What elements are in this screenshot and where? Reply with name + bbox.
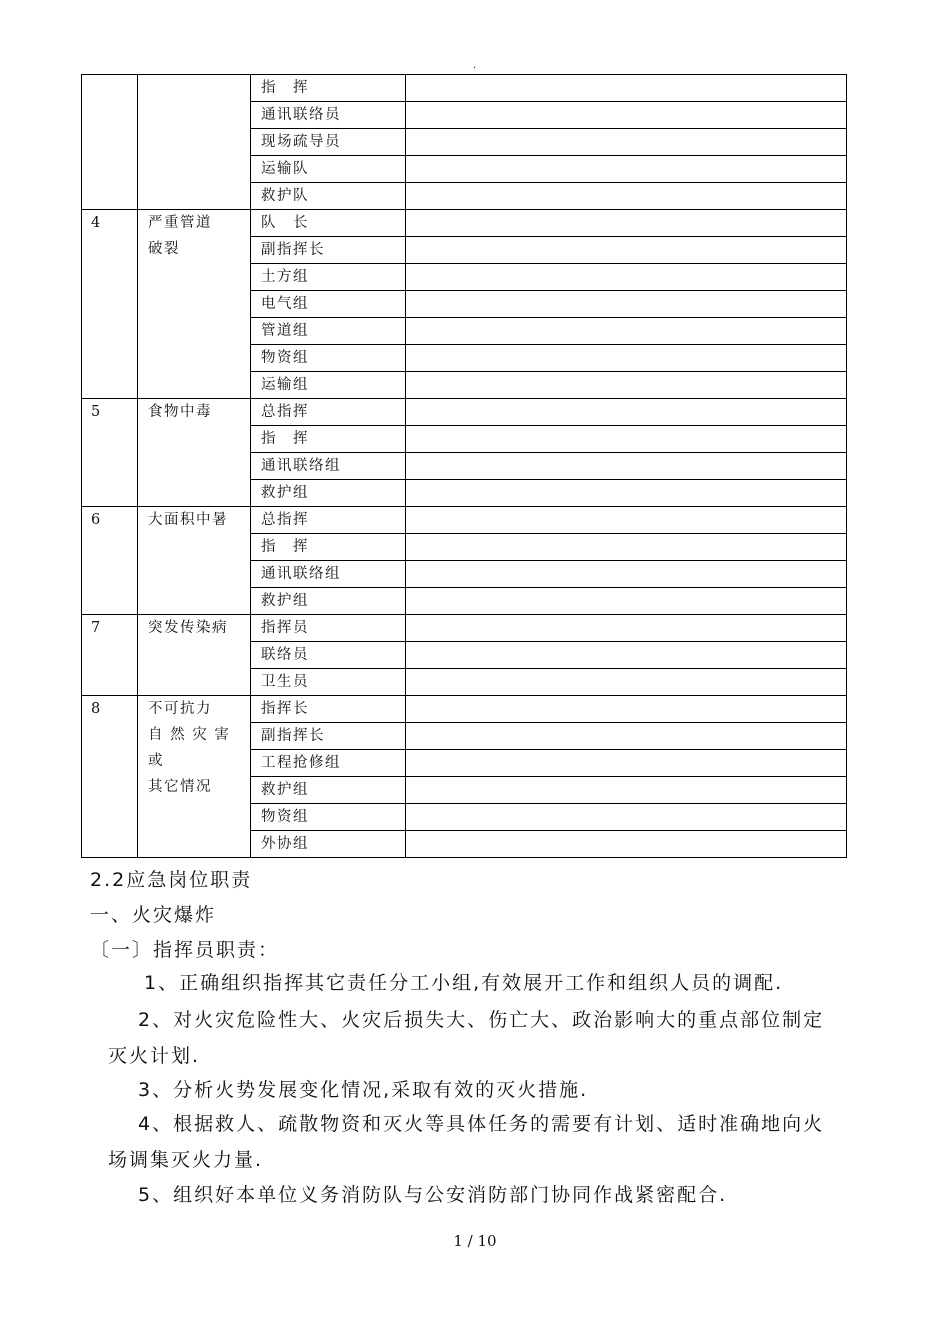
name-cell-empty [406, 426, 847, 453]
table-row [82, 210, 847, 237]
sub-subsection-title: 〔一〕指挥员职责： [90, 939, 280, 961]
category-line: 严重管道 [148, 215, 212, 231]
role-cell: 卫生员 [251, 669, 406, 696]
name-cell-empty [406, 534, 847, 561]
name-cell-empty [406, 561, 847, 588]
duty-item-continuation: 场调集灭火力量. [108, 1149, 264, 1171]
name-cell-empty [406, 831, 847, 858]
role-cell: 总指挥 [251, 399, 406, 426]
name-cell-empty [406, 156, 847, 183]
duty-item: 4、根据救人、疏散物资和灭火等具体任务的需要有计划、适时准确地向火 [138, 1113, 825, 1135]
row-number-cell: 6 [82, 507, 138, 615]
header-mark: . [473, 60, 477, 71]
name-cell-empty [406, 588, 847, 615]
name-cell-empty [406, 318, 847, 345]
role-cell: 队 长 [251, 210, 406, 237]
name-cell-empty [406, 453, 847, 480]
duty-item-continuation: 灭火计划. [108, 1045, 201, 1067]
name-cell-empty [406, 669, 847, 696]
role-cell: 运输组 [251, 372, 406, 399]
role-cell: 现场疏导员 [251, 129, 406, 156]
role-cell: 工程抢修组 [251, 750, 406, 777]
name-cell-empty [406, 264, 847, 291]
category-cell: 大面积中暑 [138, 507, 251, 615]
role-cell: 总指挥 [251, 507, 406, 534]
role-cell: 运输队 [251, 156, 406, 183]
page-number: 1 / 10 [453, 1232, 497, 1250]
role-cell: 救护组 [251, 588, 406, 615]
name-cell-empty [406, 210, 847, 237]
emergency-roster-table [81, 74, 847, 858]
name-cell-empty [406, 615, 847, 642]
role-cell: 联络员 [251, 642, 406, 669]
role-cell: 指挥长 [251, 696, 406, 723]
role-cell: 物资组 [251, 345, 406, 372]
role-cell: 电气组 [251, 291, 406, 318]
name-cell-empty [406, 237, 847, 264]
table-row [82, 696, 847, 723]
name-cell-empty [406, 372, 847, 399]
name-cell-empty [406, 696, 847, 723]
role-cell: 通讯联络员 [251, 102, 406, 129]
table-row [82, 399, 847, 426]
category-line: 不可抗力 [148, 701, 212, 717]
role-cell: 土方组 [251, 264, 406, 291]
duty-item: 3、分析火势发展变化情况,采取有效的灭火措施. [138, 1079, 589, 1101]
role-cell: 救护组 [251, 480, 406, 507]
subsection-title: 一、火灾爆炸 [90, 904, 217, 926]
role-cell: 外协组 [251, 831, 406, 858]
name-cell-empty [406, 507, 847, 534]
category-cell: 食物中毒 [138, 399, 251, 507]
name-cell-empty [406, 750, 847, 777]
table-row [82, 75, 847, 102]
category-cell [138, 696, 251, 858]
duty-item: 5、组织好本单位义务消防队与公安消防部门协同作战紧密配合. [138, 1184, 728, 1206]
role-cell: 通讯联络组 [251, 561, 406, 588]
name-cell-empty [406, 399, 847, 426]
role-cell: 指 挥 [251, 426, 406, 453]
name-cell-empty [406, 75, 847, 102]
section-title: 2.2应急岗位职责 [90, 869, 253, 891]
category-line: 自 然 灾 害 或 [148, 727, 231, 769]
row-number-cell: 8 [82, 696, 138, 858]
name-cell-empty [406, 102, 847, 129]
category-cell: 突发传染病 [138, 615, 251, 696]
role-cell: 救护组 [251, 777, 406, 804]
duty-item: 2、对火灾危险性大、火灾后损失大、伤亡大、政治影响大的重点部位制定 [138, 1009, 825, 1031]
category-line: 破裂 [148, 241, 180, 257]
role-cell: 副指挥长 [251, 723, 406, 750]
row-number-cell: 5 [82, 399, 138, 507]
name-cell-empty [406, 480, 847, 507]
name-cell-empty [406, 777, 847, 804]
roster-table-body [82, 75, 847, 858]
name-cell-empty [406, 183, 847, 210]
name-cell-empty [406, 129, 847, 156]
name-cell-empty [406, 345, 847, 372]
duty-item: 1、正确组织指挥其它责任分工小组,有效展开工作和组织人员的调配. [144, 972, 784, 994]
category-cell [138, 75, 251, 210]
role-cell: 管道组 [251, 318, 406, 345]
category-cell [138, 210, 251, 399]
row-number-cell: 7 [82, 615, 138, 696]
row-number-cell [82, 75, 138, 210]
name-cell-empty [406, 804, 847, 831]
name-cell-empty [406, 642, 847, 669]
role-cell: 指 挥 [251, 534, 406, 561]
role-cell: 副指挥长 [251, 237, 406, 264]
name-cell-empty [406, 291, 847, 318]
role-cell: 物资组 [251, 804, 406, 831]
table-row [82, 507, 847, 534]
category-line: 其它情况 [148, 779, 212, 795]
role-cell: 通讯联络组 [251, 453, 406, 480]
row-number-cell: 4 [82, 210, 138, 399]
table-row [82, 615, 847, 642]
role-cell: 救护队 [251, 183, 406, 210]
role-cell: 指 挥 [251, 75, 406, 102]
name-cell-empty [406, 723, 847, 750]
role-cell: 指挥员 [251, 615, 406, 642]
